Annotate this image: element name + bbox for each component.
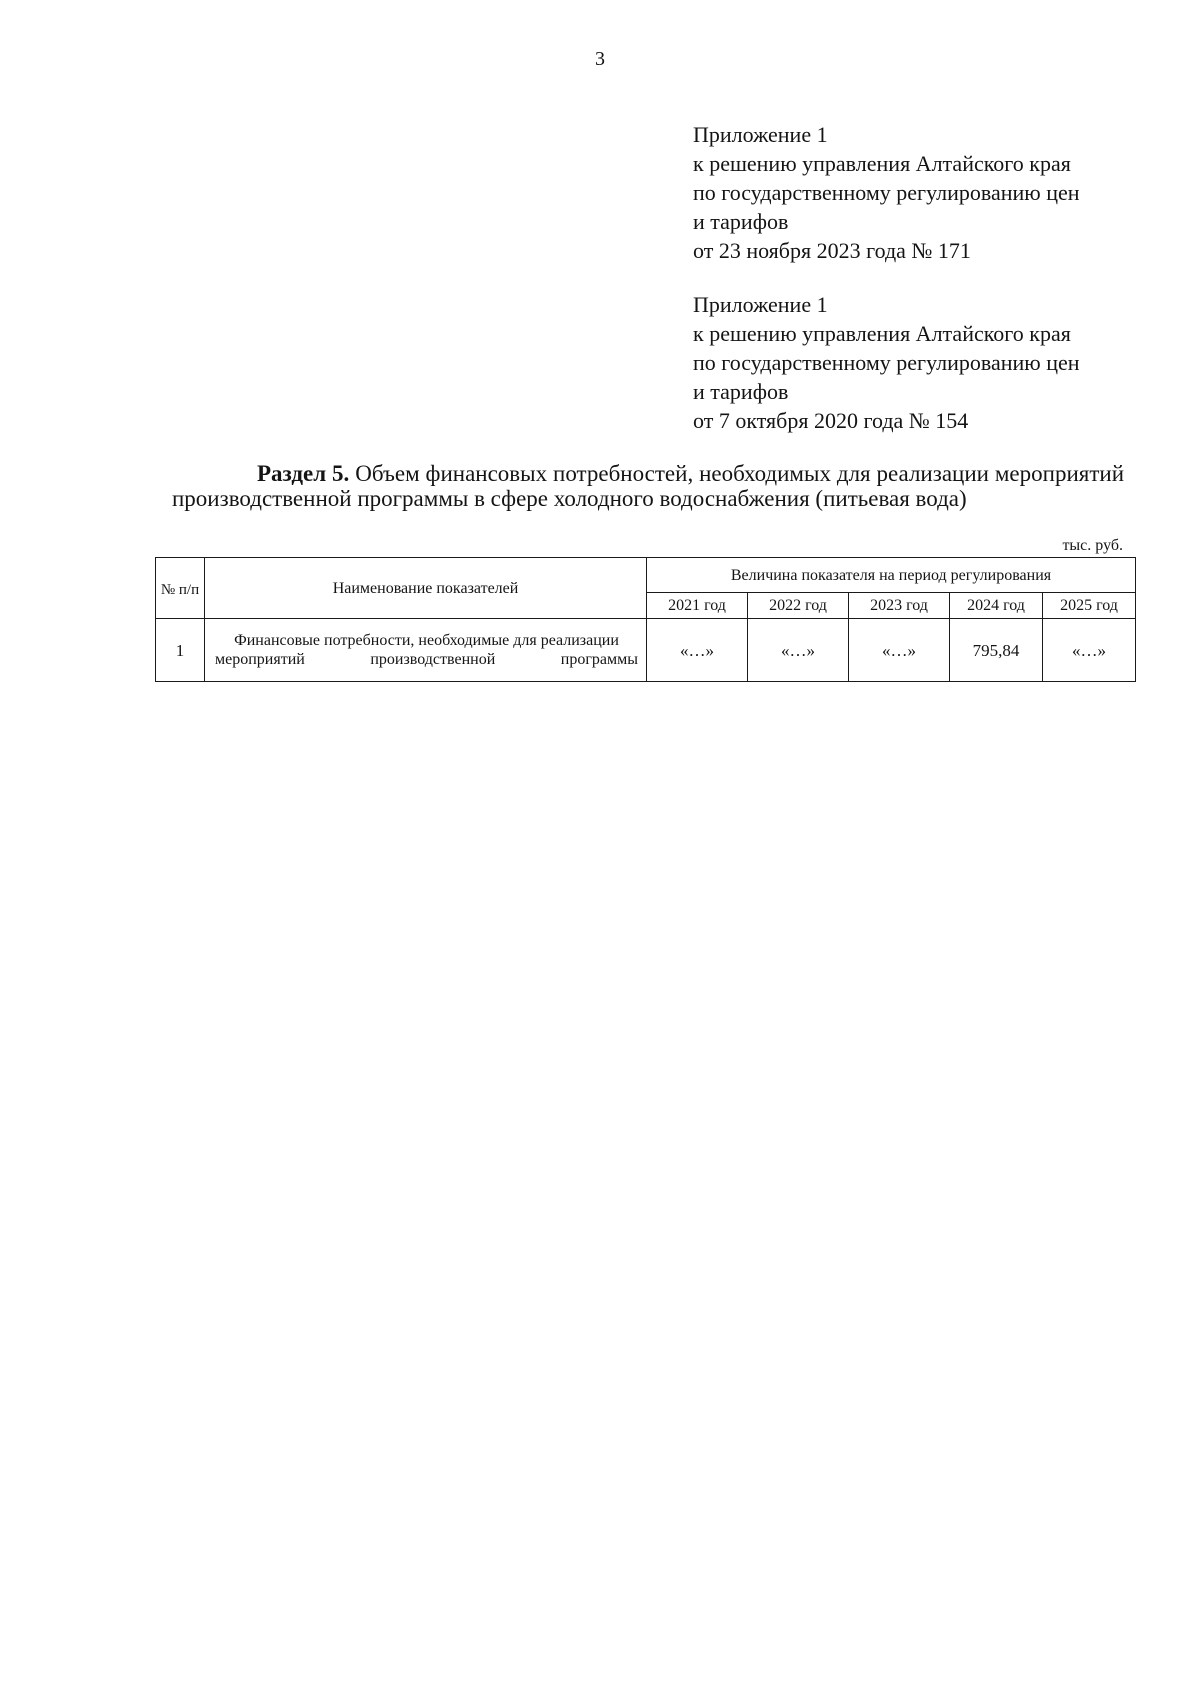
appendix-line: к решению управления Алтайского края (693, 151, 1071, 176)
value-cell: 795,84 (950, 619, 1043, 682)
value-cell: «…» (647, 619, 748, 682)
value-cell: «…» (849, 619, 950, 682)
appendix-line: от 23 ноября 2023 года № 171 (693, 238, 971, 263)
column-header-number: № п/п (156, 558, 205, 619)
column-header-year: 2024 год (950, 593, 1043, 619)
appendix-line: к решению управления Алтайского края (693, 321, 1071, 346)
appendix-current-block (693, 120, 1133, 265)
appendix-line: Приложение 1 (693, 292, 828, 317)
row-number: 1 (156, 619, 205, 682)
page-number: 3 (595, 48, 605, 70)
column-header-period: Величина показателя на период регулирования (647, 558, 1136, 593)
appendix-line: по государственному регулированию цен (693, 350, 1080, 375)
column-header-year: 2021 год (647, 593, 748, 619)
appendix-line: от 7 октября 2020 года № 154 (693, 408, 969, 433)
financial-needs-table (155, 557, 1136, 682)
appendix-line: и тарифов (693, 379, 789, 404)
column-header-year: 2022 год (748, 593, 849, 619)
units-label: тыс. руб. (1062, 537, 1123, 554)
appendix-line: Приложение 1 (693, 122, 828, 147)
column-header-year: 2023 год (849, 593, 950, 619)
value-cell: «…» (1043, 619, 1136, 682)
appendix-line: и тарифов (693, 209, 789, 234)
column-header-year: 2025 год (1043, 593, 1136, 619)
table-row (156, 619, 1136, 682)
value-cell: «…» (748, 619, 849, 682)
column-header-name: Наименование показателей (205, 558, 647, 619)
section-heading (172, 461, 1124, 511)
appendix-line: по государственному регулированию цен (693, 180, 1080, 205)
indicator-name: Финансовые потребности, необходимые для реализации мероприятий производственной программы (205, 619, 647, 682)
section-title: Объем финансовых потребностей, необходимых для реализации мероприятий производственной программы в сфере холодного водоснабжения (питьевая вода) (172, 461, 1125, 511)
appendix-previous-block (693, 290, 1133, 435)
section-label: Раздел 5. (257, 461, 350, 486)
